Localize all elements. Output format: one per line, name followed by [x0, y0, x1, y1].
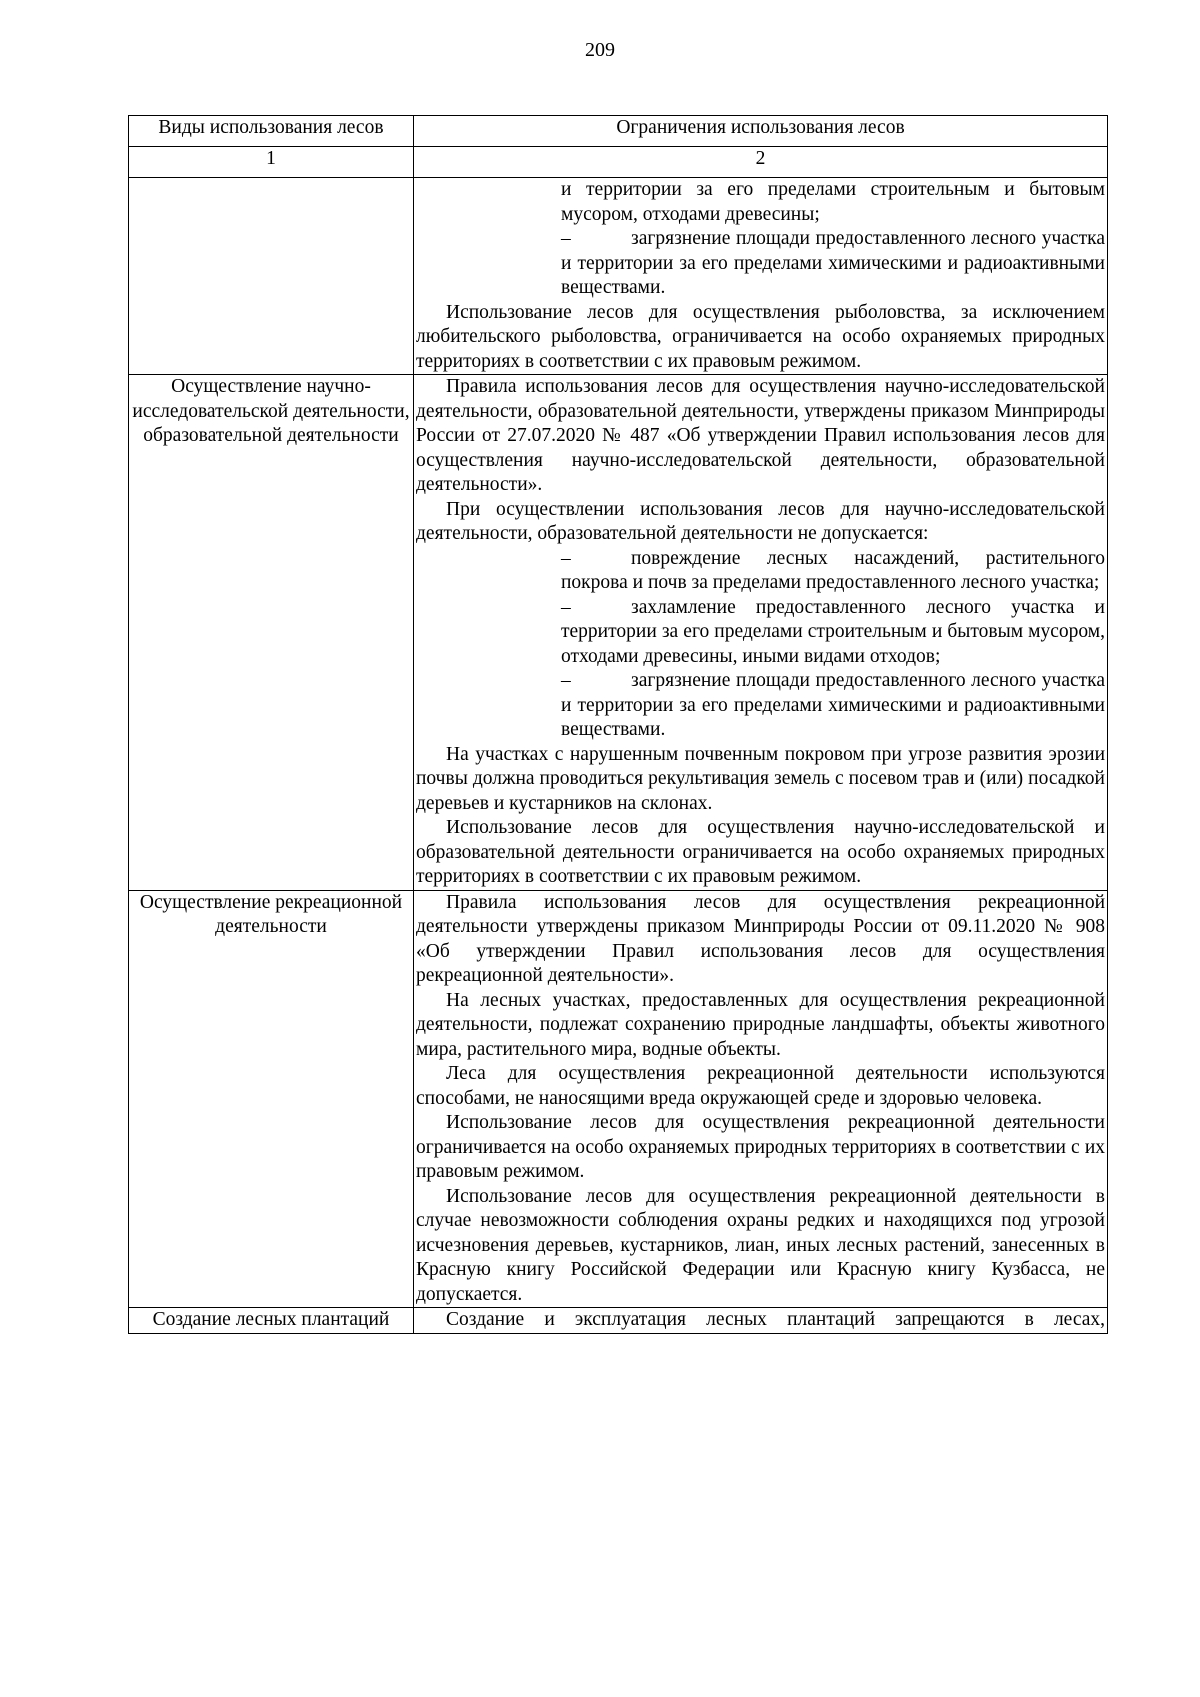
restriction-cell: [414, 890, 1108, 1308]
dash-bullet: –: [561, 670, 571, 691]
paragraph: Правила использования лесов для осуществления рекреационной деятельности утверждены приказом Минприроды России от 09.11.2020 № 908 «Об утверждении Правил использования лесов для осуществления рекреационной деятельности».: [416, 891, 1105, 986]
column-number-1: 1: [129, 147, 414, 178]
list-item: [561, 596, 1105, 670]
paragraph: На лесных участках, предоставленных для осуществления рекреационной деятельности, подлежат сохранению природные ландшафты, объекты животного мира, растительного мира, водные объекты.: [416, 989, 1105, 1060]
paragraph: При осуществлении использования лесов для научно-исследовательской деятельности, образовательной деятельности не допускается:: [416, 498, 1105, 544]
use-type-cell: Осуществление рекреационной деятельности: [129, 890, 414, 1308]
table-row: [129, 178, 1108, 375]
dash-bullet: –: [561, 596, 571, 618]
list-item: [561, 227, 1105, 301]
restriction-cell: [414, 1308, 1108, 1334]
paragraph: Использование лесов для осуществления научно-исследовательской и образовательной деятельности ограничивается на особо охраняемых природных территориях в соответствии с их правовым режимом.: [416, 817, 1105, 887]
column-number-2: 2: [414, 147, 1108, 178]
table-row: [129, 375, 1108, 891]
paragraph: Использование лесов для осуществления рыболовства, за исключением любительского рыболовства, ограничивается на особо охраняемых природных территориях в соответствии с их правовым режимом.: [416, 301, 1105, 372]
table-row: [129, 890, 1108, 1308]
table-header-row: [129, 116, 1108, 147]
list-item-text: загрязнение площади предоставленного лесного участка и территории за его пределами химическими и радиоактивными веществами.: [561, 670, 1105, 740]
list-item-text: загрязнение площади предоставленного лесного участка и территории за его пределами химическими и радиоактивными веществами.: [561, 228, 1105, 298]
paragraph: Использование лесов для осуществления рекреационной деятельности в случае невозможности соблюдения охраны редких и находящихся под угрозой исчезновения деревьев, кустарников, лиан, иных лесных растений, занесенных в Красную книгу Российской Федерации или Красную книгу Кузбасса, не допускается.: [416, 1185, 1105, 1305]
list-item-text: повреждение лесных насаждений, растительного покрова и почв за пределами предоставленного лесного участка;: [561, 547, 1105, 593]
paragraph: Правила использования лесов для осуществления научно-исследовательской деятельности, образовательной деятельности, утверждены приказом Минприроды России от 27.07.2020 № 487 «Об утверждении Правил использования лесов для осуществления научно-исследовательской деятельности, образовательной деятельности».: [416, 376, 1105, 495]
list-item: [561, 547, 1105, 596]
header-forest-use-restrictions: Ограничения использования лесов: [414, 116, 1108, 147]
use-type-cell: Создание лесных плантаций: [129, 1308, 414, 1334]
page-number: 209: [585, 39, 615, 61]
table-row: [129, 1308, 1108, 1334]
use-type-cell: [129, 178, 414, 375]
paragraph: Леса для осуществления рекреационной деятельности используются способами, не наносящими вреда окружающей среде и здоровью человека.: [416, 1063, 1105, 1109]
use-type-cell: Осуществление научно-исследовательской деятельности, образовательной деятельности: [129, 375, 414, 891]
forest-use-table: [128, 115, 1108, 1334]
list-item: [561, 669, 1105, 743]
dash-bullet: –: [561, 228, 571, 249]
list-item-text: захламление предоставленного лесного участка и территории за его пределами строительным и бытовым мусором, отходами древесины, иными видами отходов;: [561, 596, 1105, 667]
restriction-cell: [414, 178, 1108, 375]
restriction-cell: [414, 375, 1108, 891]
paragraph: На участках с нарушенным почвенным покровом при угрозе развития эрозии почвы должна проводиться рекультивация земель с посевом трав и (или) посадкой деревьев и кустарников на склонах.: [416, 743, 1105, 814]
list-item-continuation: и территории за его пределами строительным и бытовым мусором, отходами древесины;: [561, 179, 1105, 225]
paragraph: Использование лесов для осуществления рекреационной деятельности ограничивается на особо охраняемых природных территориях в соответствии с их правовым режимом.: [416, 1112, 1105, 1182]
column-number-row: [129, 147, 1108, 178]
paragraph: Создание и эксплуатация лесных плантаций запрещаются в лесах,: [446, 1309, 1105, 1330]
header-forest-use-types: Виды использования лесов: [129, 116, 414, 147]
dash-bullet: –: [561, 547, 571, 569]
